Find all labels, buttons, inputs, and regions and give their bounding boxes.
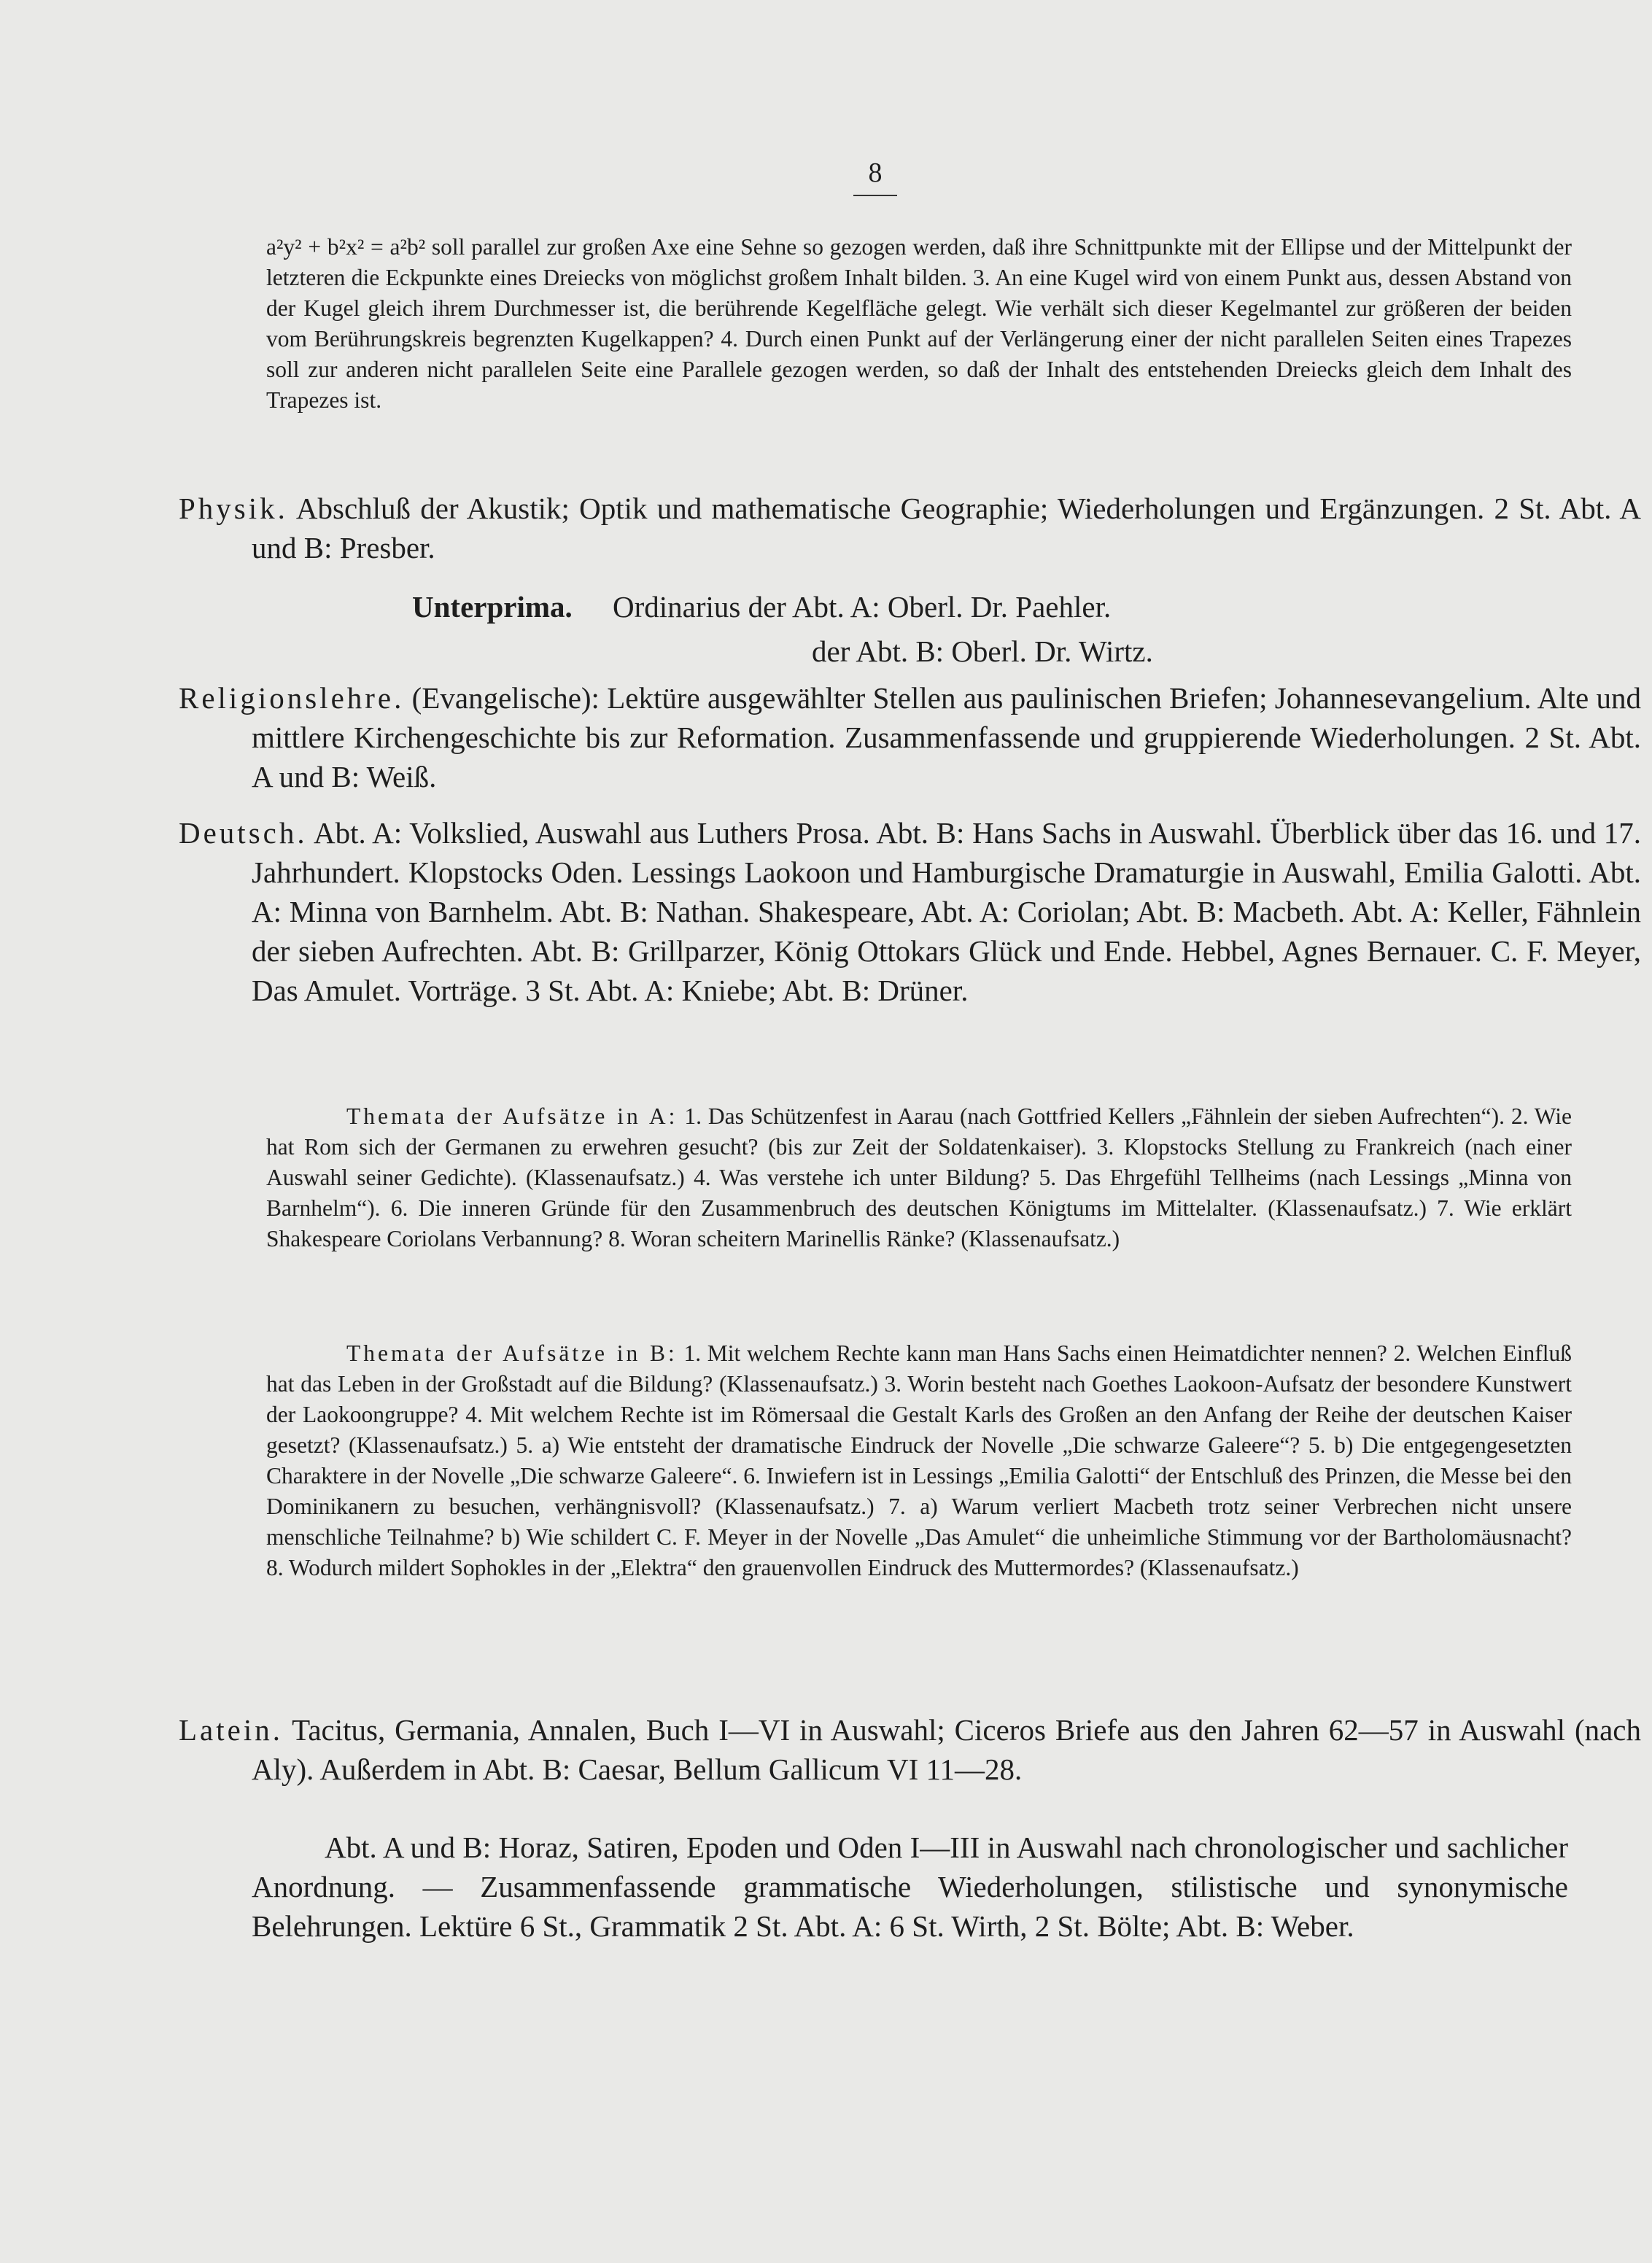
themata-a-text: 1. Das Schützenfest in Aarau (nach Gottfried Kellers „Fähnlein der sieben Aufrechten“). 2. Wie hat Rom sich der Germanen zu erwehren gesucht? (bis zur Zeit der Soldatenkaiser). 3. Klopstocks Stellung zu Frankreich (nach einer Auswahl seiner Gedichte). (Klassenaufsatz.) 4. Was verstehe ich unter Bildung? 5. Das Ehrgefühl Tellheims (nach Lessings „Minna von Barnhelm“). 6. Die inneren Gründe für den Zusammenbruch des deutschen Königtums im Mittelalter. (Klassenaufsatz.) 7. Wie erklärt Shakespeare Coriolans Verbannung? 8. Woran scheitern Marinellis Ränke? (Klassenaufsatz.) [266,1103,1572,1251]
latein-label: Latein. [179,1713,283,1747]
themata-a-paragraph [266,1101,1572,1254]
physik-section [179,489,1641,567]
themata-b-text: 1. Mit welchem Rechte kann man Hans Sachs einen Heimatdichter nennen? 2. Welchen Einfluß hat das Leben in der Großstadt auf die Bildung? (Klassenaufsatz.) 3. Worin besteht nach Goethes Laokoon-Aufsatz der besondere Kunstwert der Laokoongruppe? 4. Mit welchem Rechte ist im Römersaal die Gestalt Karls des Großen an den Anfang der Reihe der deutschen Kaiser gesetzt? (Klassenaufsatz.) 5. a) Wie entsteht der dramatische Eindruck der Novelle „Die schwarze Galeere“? 5. b) Die entgegengesetzten Charaktere in der Novelle „Die schwarze Galeere“. 6. Inwiefern ist in Lessings „Emilia Galotti“ der Entschluß des Prinzen, die Messe bei den Dominikanern zu besuchen, verhängnisvoll? (Klassenaufsatz.) 7. a) Warum verliert Macbeth trotz seiner Verbrechen nicht unsere menschliche Teilnahme? b) Wie schildert C. F. Meyer in der Novelle „Das Amulet“ die unheimliche Stimmung vor der Bartholomäusnacht? 8. Wodurch mildert Sophokles in der „Elektra“ den grauenvollen Eindruck des Muttermordes? (Klassenaufsatz.) [266,1340,1572,1580]
ordinarius-b: der Abt. B: Oberl. Dr. Wirtz. [812,634,1153,668]
latein-paragraph-2: Abt. A und B: Horaz, Satiren, Epoden und Oden I—III in Auswahl nach chronologischer und sachlicher Anordnung. — Zusammenfassende grammatische Wiederholungen, stilistische und synonymische Belehrungen. Lektüre 6 St., Grammatik 2 St. Abt. A: 6 St. Wirth, 2 St. Bölte; Abt. B: Weber. [252,1831,1568,1943]
ordinarius-a: Ordinarius der Abt. A: Oberl. Dr. Paehler. [613,590,1112,624]
physik-text: Abschluß der Akustik; Optik und mathematische Geographie; Wiederholungen und Ergänzungen. 2 St. Abt. A und B: Presber. [252,492,1641,564]
religion-text: (Evangelische): Lektüre ausgewählter Stellen aus paulinischen Briefen; Johannesevangelium. Alte und mittlere Kirchengeschichte bis zur Reformation. Zusammenfassende und gruppierende Wiederholungen. 2 St. Abt. A und B: Weiß. [252,681,1642,793]
deutsch-label: Deutsch. [179,816,308,850]
intro-paragraph: a²y² + b²x² = a²b² soll parallel zur großen Axe eine Sehne so gezogen werden, daß ihre Schnittpunkte mit der Ellipse und der Mittelpunkt der letzteren die Eckpunkte eines Dreiecks von möglichst großem Inhalt bilden. 3. An eine Kugel wird von einem Punkt aus, dessen Abstand von der Kugel gleich ihrem Durchmesser ist, die berührende Kegelfläche gelegt. Wie verhält sich dieser Kegelmantel zur größeren der beiden vom Berührungskreis begrenzten Kugelkappen? 4. Durch einen Punkt auf der Verlängerung einer der nicht parallelen Seiten eines Trapezes soll zur anderen nicht parallelen Seite eine Parallele gezogen werden, so daß der Inhalt des entstehenden Dreiecks gleich dem Inhalt des Trapezes ist. [266,234,1572,413]
latein-text: Tacitus, Germania, Annalen, Buch I—VI in Auswahl; Ciceros Briefe aus den Jahren 62—57 in Auswahl (nach Aly). Außerdem in Abt. B: Caesar, Bellum Gallicum VI 11—28. [252,1713,1641,1786]
latein-section [179,1710,1641,1789]
themata-b-paragraph [266,1338,1572,1583]
physik-label: Physik. [179,492,288,525]
themata-a-label: Themata der Aufsätze in A: [346,1103,678,1129]
religion-label: Religionslehre. [179,681,405,715]
themata-b-label: Themata der Aufsätze in B: [346,1340,678,1366]
deutsch-section [179,813,1641,1010]
unterprima-title: Unterprima. [412,590,573,624]
deutsch-text: Abt. A: Volkslied, Auswahl aus Luthers Prosa. Abt. B: Hans Sachs in Auswahl. Überblick über das 16. und 17. Jahrhundert. Klopstocks Oden. Lessings Laokoon und Hamburgische Dramaturgie in Auswahl, Emilia Galotti. Abt. A: Minna von Barnhelm. Abt. B: Nathan. Shakespeare, Abt. A: Coriolan; Abt. B: Macbeth. Abt. A: Keller, Fähnlein der sieben Aufrechten. Abt. B: Grillparzer, König Ottokars Glück und Ende. Hebbel, Agnes Bernauer. C. F. Meyer, Das Amulet. Vorträge. 3 St. Abt. A: Kniebe; Abt. B: Drüner. [252,816,1641,1007]
religion-section [179,678,1641,796]
page-number: 8 [853,157,897,196]
